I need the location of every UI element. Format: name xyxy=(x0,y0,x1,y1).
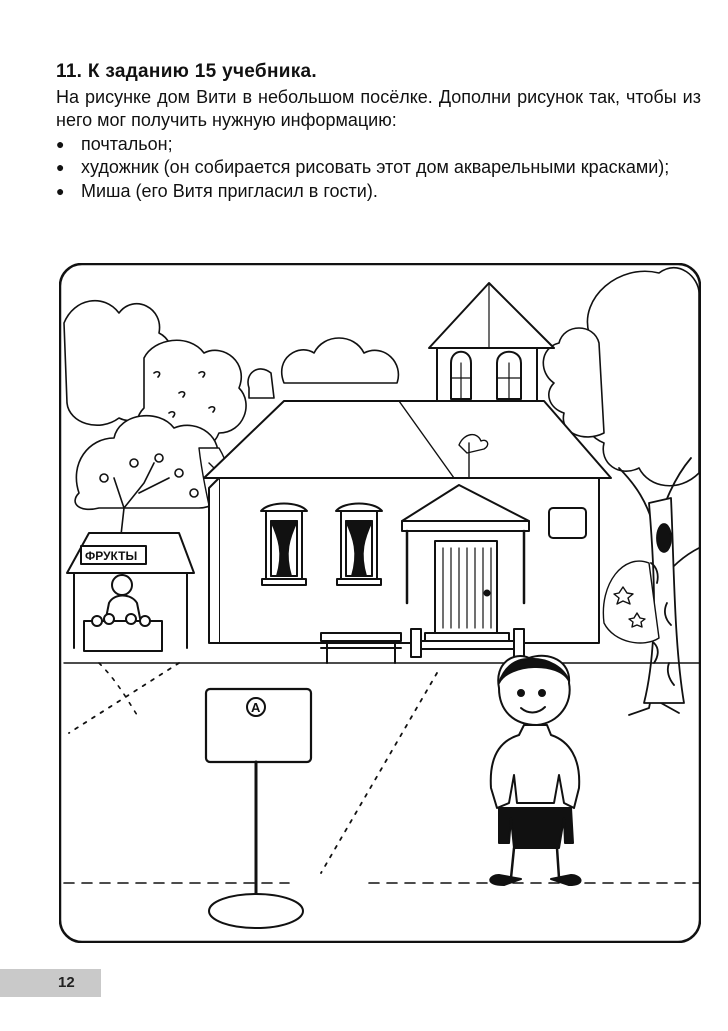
bullet-text: Миша (его Витя пригласил в гости). xyxy=(81,180,378,201)
road-sign-letter: A xyxy=(251,700,261,715)
bullet-item-postman xyxy=(56,133,701,157)
page-number: 12 xyxy=(58,974,75,991)
bullet-text: художник (он собирается рисовать этот дом акварельными красками); xyxy=(81,157,670,177)
bullet-dot-icon: ● xyxy=(56,135,65,152)
window-left xyxy=(261,504,307,586)
page-number-band xyxy=(0,969,101,997)
task-number: 11. xyxy=(56,61,83,82)
fruit-stall-sign: ФРУКТЫ xyxy=(85,549,138,563)
window-right xyxy=(336,504,382,586)
task-intro: На рисунке дом Вити в небольшом посёлке. Дополни рисунок так, чтобы из него мог получить нужную информацию: xyxy=(56,86,701,130)
bullet-dot-icon: ● xyxy=(56,182,65,199)
bullet-text: почтальон; xyxy=(81,133,173,154)
task-block xyxy=(56,60,701,203)
task-heading xyxy=(56,60,701,84)
house-illustration xyxy=(59,263,701,943)
bullet-item-misha xyxy=(56,180,701,204)
bullet-item-artist xyxy=(56,156,701,180)
task-title: К заданию 15 учебника. xyxy=(87,61,317,82)
house-sign-plate xyxy=(549,508,586,538)
bullet-dot-icon: ● xyxy=(56,159,65,175)
